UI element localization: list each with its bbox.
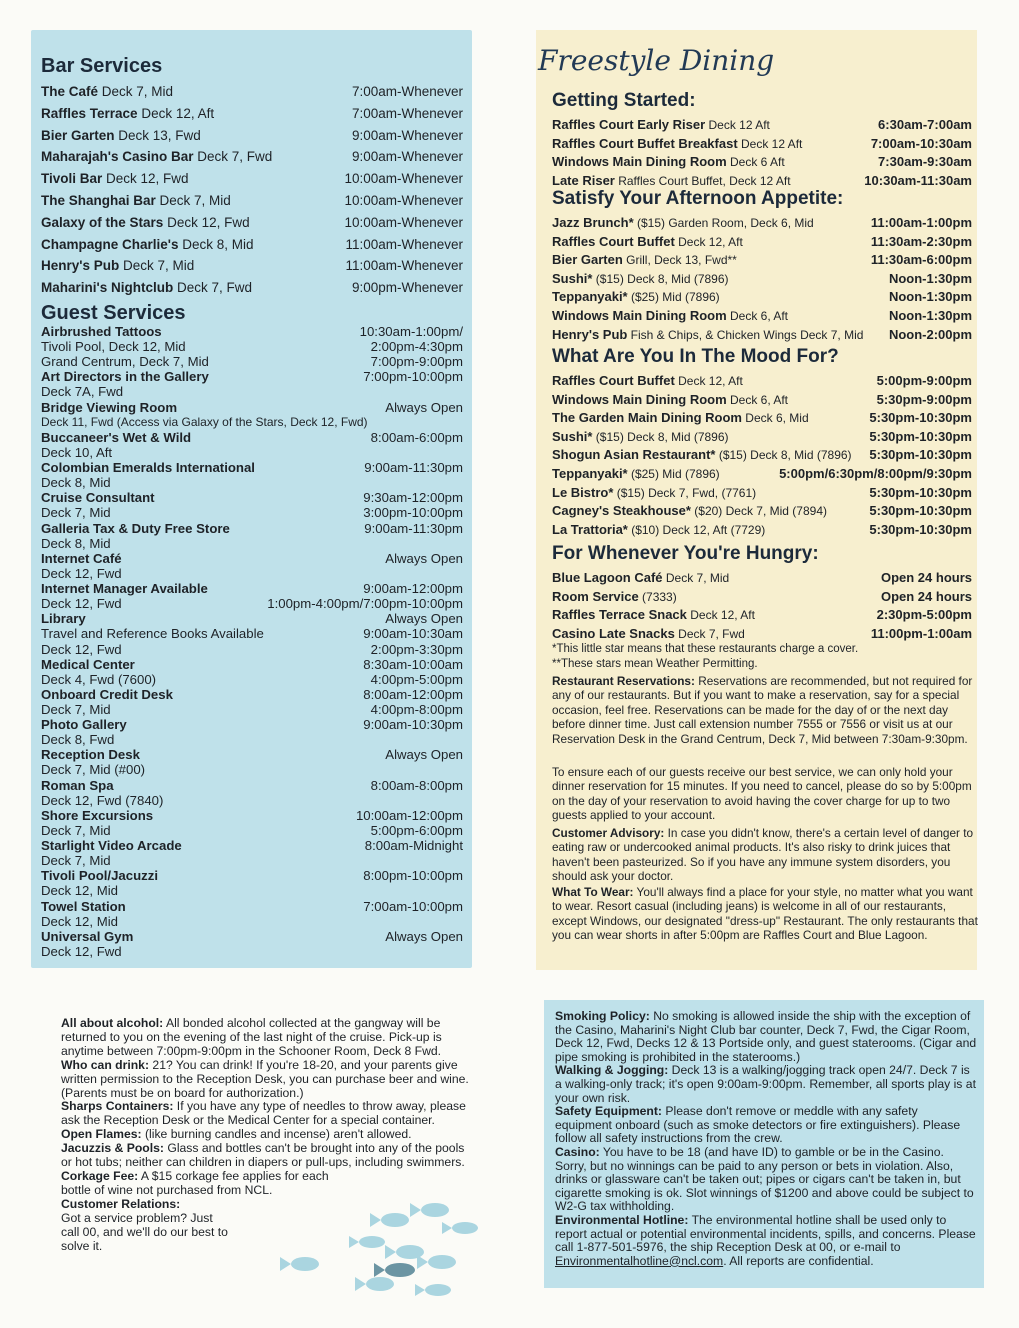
guest-service-hours: 4:00pm-8:00pm [370,702,463,717]
dining-paragraph [552,885,978,943]
bar-location: Deck 8, Mid [178,236,254,252]
guest-service-line: Deck 10, Aft [41,444,113,460]
bar-name: Bier Garten [41,127,115,143]
guest-service-hours: Always Open [385,611,463,627]
guest-service-hours: 5:00pm-6:00pm [370,822,463,838]
guest-service-hours: 9:00am-11:30pm [364,520,463,536]
bar-item [41,237,254,253]
guest-service-line: Onboard Credit Desk [41,686,173,702]
guest-services-title: Guest Services [41,302,186,324]
note-text: A $15 corkage fee applies for each bottle of wine not purchased from NCL. [61,1168,329,1197]
bar-location: Deck 12, Aft [137,105,215,121]
policy-label: Safety Equipment: [555,1104,662,1119]
bar-hours: 7:00am-Whenever [351,84,463,99]
dining-hours: 5:30pm-10:30pm [869,503,972,519]
guest-service-line: Photo Gallery [41,717,127,733]
dining-hours: 5:30pm-10:30pm [869,428,972,444]
dining-name: Raffles Court Buffet [552,373,675,388]
dining-hours: 7:00am-10:30am [870,135,972,151]
dining-name: Shogun Asian Restaurant* [552,447,716,463]
guest-service-hours: 9:30am-12:00pm [363,490,463,506]
dining-name: Windows Main Dining Room [552,308,727,323]
guest-service-line: Deck 8, Mid [41,535,111,551]
dining-hours: 11:30am-6:00pm [870,252,972,268]
bar-item [41,280,252,296]
dining-hours: 5:30pm-10:30pm [869,447,972,463]
guest-service-hours: 10:30am-1:00pm/ [359,324,463,339]
paragraph-text: You'll always find a place for your style, no matter what you want to wear. Resort casual (including jeans) is welcome in all of our restaurants, except Windows, our designated "dress-up" Restaurant. The only restaurants that you can wear shorts in after 5:00pm are Raffles Court and Blue Lagoon. [552,885,978,943]
dining-detail: ($25) Mid (7896) [627,467,720,481]
note-item [61,1059,473,1101]
dining-name: Cagney's Steakhouse* [552,503,691,519]
guest-service-line: Universal Gym [41,928,134,944]
guest-service-line: Buccaneer's Wet & Wild [41,429,192,445]
guest-service-line: Deck 12, Fwd (7840) [41,792,164,808]
bar-services-title: Bar Services [41,55,163,77]
guest-service-line: Deck 4, Fwd (7600) [41,671,157,687]
dining-detail: Deck 6, Aft [726,309,789,323]
paragraph-text: In case you didn't know, there's a certain level of danger to eating raw or undercooked animal products. It's also risky to drink juices that haven't been pasteurized. So if you have any immune system disorders, you should ask your doctor. [552,826,974,884]
dining-detail: Deck 7, Mid [662,571,730,585]
dining-hours: 6:30am-7:00am [878,117,972,132]
dining-name: Windows Main Dining Room [552,391,727,407]
note-label: Open Flames: [61,1127,142,1142]
bar-name: Maharajah's Casino Bar [41,149,194,165]
bar-hours: 7:00am-Whenever [351,105,463,121]
note-text: If you have any type of needles to throw away, please ask the Reception Desk or the Medical Center for a special container. [61,1099,466,1128]
dining-name: Le Bistro* [552,484,614,500]
guest-service-hours: 8:00am-12:00pm [363,686,463,702]
bar-item [41,149,272,165]
guest-service-hours: 7:00am-10:00pm [363,898,463,914]
policy-label: Walking & Jogging: [555,1063,669,1078]
dining-name: Raffles Court Buffet [552,233,675,249]
dining-detail: Deck 12 Aft [737,136,803,151]
note-item [61,1100,473,1128]
bar-name: Galaxy of the Stars [41,214,164,230]
dining-detail: Deck 12, Aft [686,608,755,623]
bar-location: Deck 12, Fwd [102,171,189,187]
guest-service-line: Internet Café [41,550,122,566]
bar-item [41,84,173,100]
guest-service-hours: 1:00pm-4:00pm/7:00pm-10:00pm [267,596,463,612]
guest-service-line: Deck 12, Mid [41,883,118,899]
guest-service-line: Deck 12, Mid [41,913,118,929]
dining-name: Teppanyaki* [552,289,628,305]
guest-service-line: Reception Desk [41,747,140,763]
policy-text: No smoking is allowed inside the ship with the exception of the Casino, Maharini's Night Club bar counter, Deck 7, Fwd, the Cigar Room, Deck 12, Fwd, Decks 12 & 13 Portside only, and guest staterooms. (Cigar and pipe smoking is prohibited in the staterooms.) [555,1009,977,1064]
guest-service-line: Art Directors in the Gallery [41,369,209,385]
guest-service-line: Bridge Viewing Room [41,399,178,415]
dining-detail: ($20) Deck 7, Mid (7894) [690,504,827,519]
dining-name: Sushi* [552,428,593,444]
guest-service-hours: 2:00pm-4:30pm [370,339,463,355]
note-item [61,1017,473,1059]
bar-hours: 11:00am-Whenever [345,236,463,252]
bar-item [41,193,231,209]
bar-hours: 10:00am-Whenever [344,214,463,230]
dining-detail: Fish & Chips, & Chicken Wings Deck 7, Mid [627,327,864,342]
paragraph-text: Reservations are recommended, but not required for any of our restaurants. But if you want to make a reservation, say for a special occasion, feel free. Reservations can be made for the day of or the next day before dinner time. Just call extension number 7555 or 7556 or visit us at our Reservation Desk in the Grand Centrum, Deck 7, Mid between 7:30am-9:30pm. [552,674,973,746]
guest-service-hours: 7:00pm-9:00pm [370,354,463,370]
bar-hours: 9:00am-Whenever [351,149,463,165]
guest-service-line: Deck 8, Fwd [41,732,115,748]
dining-hours: 5:30pm-10:30pm [869,484,972,500]
dining-paragraph [552,765,978,823]
guest-service-line: Shore Excursions [41,807,154,823]
dining-detail: Deck 6 Aft [726,155,785,170]
guest-service-line: Deck 7A, Fwd [41,384,124,400]
policy-text: . All reports are confidential. [723,1253,874,1268]
dining-name: Raffles Terrace Snack [552,607,687,623]
dining-detail: ($15) Deck 8, Mid (7896) [592,271,729,286]
dining-hours: 10:30am-11:30am [864,172,972,188]
dining-paragraph [552,674,978,746]
dining-name: Sushi* [552,270,593,286]
dining-hours: Noon-1:30pm [888,289,972,305]
guest-service-line: Deck 12, Fwd [41,596,122,612]
dining-detail: ($15) Deck 8, Mid (7896) [592,429,729,444]
note-text: Glass and bottles can't be brought into any of the pools or hot tubs; neither can children in diapers or pull-ups, including swimmers. [61,1141,465,1170]
guest-service-hours: 4:00pm-5:00pm [370,671,463,687]
dining-hours: Noon-2:00pm [888,326,972,342]
guest-service-line: Deck 12, Fwd [41,565,122,581]
guest-service-line: Deck 7, Mid [41,505,111,521]
bar-location: Deck 7, Fwd [193,149,273,165]
note-text: Got a service problem? Just call 00, and we'll do our best to solve it. [61,1210,228,1253]
bar-location: Deck 7, Fwd [173,280,252,296]
bar-item [41,258,194,274]
note-item [61,1142,473,1170]
dining-detail: Deck 6, Aft [726,392,789,407]
bar-name: Henry's Pub [41,258,120,274]
guest-service-hours: 2:00pm-3:30pm [370,641,463,657]
guest-service-line: Medical Center [41,656,135,672]
bar-name: Maharini's Nightclub [41,280,174,296]
fish-icon [260,1190,500,1310]
dining-detail: ($15) Deck 8, Mid (7896) [715,448,852,463]
bar-location: Deck 13, Fwd [114,127,201,143]
note-text: 21? You can drink! If you're 18-20, and your parents give written permission to the Reception Desk, you can purchase beer and wine. (Parents must be on board for authorization.) [61,1057,469,1100]
guest-service-line: Tivoli Pool, Deck 12, Mid [41,339,186,355]
dining-hours: 11:00am-1:00pm [870,215,972,230]
guest-service-line: Travel and Reference Books Available [41,626,264,642]
dining-hours: 11:00pm-1:00am [870,625,972,641]
note-item [61,1212,231,1254]
dining-name: Jazz Brunch* [552,215,634,230]
dining-section-title: Getting Started: [552,90,696,111]
bar-location: Deck 7, Mid [155,193,231,208]
guest-service-line: Deck 11, Fwd (Access via Galaxy of the Stars, Deck 12, Fwd) [41,414,368,429]
dining-detail: ($15) Deck 7, Fwd, (7761) [613,485,757,500]
dining-name: Room Service [552,588,639,604]
dining-hours: 7:30am-9:30am [878,154,972,170]
dining-hours: 2:30pm-5:00pm [876,607,972,623]
dining-detail: (7333) [638,589,677,604]
dining-name: Late Riser [552,172,615,188]
guest-service-line: Starlight Video Arcade [41,838,182,854]
guest-service-line: Airbrushed Tattoos [41,324,162,339]
freestyle-dining-title: Freestyle Dining [538,44,775,77]
dining-name: Henry's Pub [552,326,628,342]
guest-service-line: Grand Centrum, Deck 7, Mid [41,354,209,370]
guest-service-hours: 9:00am-11:30pm [364,460,463,476]
guest-service-line: Deck 7, Mid [41,853,111,869]
guest-service-line: Library [41,611,86,627]
policy-item [555,1064,977,1105]
dining-detail: Deck 12, Aft [674,374,743,388]
note-text: All bonded alcohol collected at the gangway will be returned to you on the evening of the last night of the cruise. Pick-up is anytime between 7:00pm-9:00pm in the Schooner Room, Deck 8 Fwd. [61,1016,442,1058]
dining-name: Teppanyaki* [552,466,628,481]
guest-service-line: Internet Manager Available [41,581,208,597]
dining-name: The Garden Main Dining Room [552,410,742,426]
note-label: Who can drink: [61,1057,150,1072]
dining-name: Raffles Court Buffet Breakfast [552,135,738,151]
paragraph-label: Restaurant Reservations: [552,674,695,688]
bar-name: The Café [41,84,99,99]
dining-hours: Noon-1:30pm [888,308,972,323]
policy-label: Casino: [555,1144,600,1159]
dining-detail: Deck 12, Aft [674,234,743,249]
dining-hours: Open 24 hours [880,588,972,604]
dining-detail: ($15) Garden Room, Deck 6, Mid [633,216,814,230]
policy-item [555,1214,977,1268]
bar-hours: 11:00am-Whenever [345,258,463,274]
policy-item [555,1010,977,1064]
bar-name: The Shanghai Bar [41,193,156,208]
bar-item [41,128,201,144]
guest-service-line: Cruise Consultant [41,490,155,506]
dining-name: Windows Main Dining Room [552,154,727,170]
policy-label: Environmental Hotline: [555,1212,689,1227]
guest-service-line: Deck 7, Mid [41,702,111,717]
guest-service-hours: Always Open [385,747,463,763]
policy-item [555,1146,977,1214]
note-label: All about alcohol: [61,1016,164,1030]
dining-section-title: Satisfy Your Afternoon Appetite: [552,188,844,209]
guest-service-line: Galleria Tax & Duty Free Store [41,520,230,536]
dining-detail: ($25) Mid (7896) [627,290,720,305]
guest-service-hours: 8:30am-10:00am [363,656,463,672]
bar-item [41,106,214,122]
note-label: Corkage Fee: [61,1168,139,1183]
policy-text: Deck 13 is a walking/jogging track open 24/7. Deck 7 is a walking-only track; it's open 9:00am-9:00pm. Remember, all sports play is at your own risk. [555,1063,976,1105]
guest-service-hours: 8:00am-Midnight [364,838,463,854]
dining-detail: Raffles Court Buffet, Deck 12 Aft [614,173,791,188]
bar-location: Deck 12, Fwd [163,214,250,230]
bar-hours: 9:00am-Whenever [351,127,463,143]
email-link[interactable]: Environmentalhotline@ncl.com [555,1253,724,1268]
policy-text: You have to be 18 (and have ID) to gamble or be in the Casino. Sorry, but no winnings can be paid to any person or bets in violation. Also, drinks or glassware can't be taken out; pipes or cigars can't be taken in, but cigarette smoking is ok. Slot winnings of $1200 and above could be subject to W2-G tax withholding. [555,1144,974,1214]
note-label: Jacuzzis & Pools: [61,1141,164,1156]
bar-name: Champagne Charlie's [41,236,179,252]
note-label: Customer Relations: [61,1196,181,1211]
dining-name: Bier Garten [552,252,623,268]
policy-text: Please don't remove or meddle with any safety equipment onboard (such as smoke detectors or fire extinguishers). Please follow all safety instructions from the crew. [555,1104,961,1146]
note-text: (like burning candles and incense) aren't allowed. [141,1127,412,1142]
bar-item [41,215,250,231]
dining-hours: 5:30pm-10:30pm [869,410,972,426]
policy-label: Smoking Policy: [555,1009,650,1023]
dining-detail: Deck 6, Mid [741,411,809,426]
bar-location: Deck 7, Mid [98,84,174,99]
guest-service-line: Roman Spa [41,777,114,793]
guest-service-line: Deck 12, Fwd [41,943,122,959]
paragraph-label: Customer Advisory: [552,826,665,840]
note-label: Sharps Containers: [61,1099,174,1114]
guest-service-hours: Always Open [385,928,463,944]
guest-service-hours: 10:00am-12:00pm [355,807,463,823]
guest-service-hours: 8:00pm-10:00pm [363,868,463,884]
guest-service-hours: Always Open [385,550,463,566]
dining-section-title: For Whenever You're Hungry: [552,543,819,564]
guest-service-hours: 8:00am-8:00pm [370,777,463,793]
guest-service-line: Deck 8, Mid [41,475,111,491]
guest-service-line: Deck 7, Mid (#00) [41,762,146,778]
dining-hours: Noon-1:30pm [888,270,972,286]
bar-name: Raffles Terrace [41,105,138,121]
dining-hours: 5:30pm-10:30pm [869,521,972,537]
bar-location: Deck 7, Mid [119,258,195,274]
paragraph-label: What To Wear: [552,885,634,899]
dining-name: Blue Lagoon Café [552,570,663,585]
guest-service-hours: Always Open [385,399,463,415]
guest-service-line: Towel Station [41,898,126,914]
bar-name: Tivoli Bar [41,171,103,187]
guest-service-hours: 9:00am-10:30pm [363,717,463,733]
dining-hours: 11:30am-2:30pm [870,233,972,249]
dining-detail: Deck 12 Aft [705,118,770,132]
dining-name: Raffles Court Early Riser [552,117,706,132]
dining-hours: 5:00pm-9:00pm [876,373,972,388]
note-item [61,1128,473,1142]
bar-hours: 10:00am-Whenever [344,193,463,208]
guest-service-hours: 8:00am-6:00pm [370,429,463,445]
guest-service-line: Colombian Emeralds International [41,460,255,476]
policy-notes [555,1010,977,1268]
dining-hours: Open 24 hours [880,570,972,585]
guest-service-line: Deck 7, Mid [41,822,111,838]
guest-service-hours: 9:00am-12:00pm [363,581,463,597]
guest-service-line: Deck 12, Fwd [41,641,122,657]
dining-detail: Grill, Deck 13, Fwd** [622,253,737,268]
dining-paragraph [552,826,978,884]
bar-item [41,171,189,187]
guest-service-hours: 9:00am-10:30am [363,626,463,642]
paragraph-text: To ensure each of our guests receive our best service, we can only hold your dinner reservation for 15 minutes. If you need to cancel, please do so by 5:00pm on the day of your reservation to avoid having the cover charge for up to two guests applied to your account. [552,765,972,823]
dining-detail: ($10) Deck 12, Aft (7729) [627,522,766,537]
guest-service-line: Tivoli Pool/Jacuzzi [41,868,159,884]
footnote-cover: *This little star means that these restaurants charge a cover. [552,643,859,655]
dining-name: Casino Late Snacks [552,625,675,641]
dining-name: La Trattoria* [552,521,628,537]
dining-detail: Deck 7, Fwd [674,626,745,641]
bar-hours: 10:00am-Whenever [344,171,463,187]
policy-text: The environmental hotline shall be used only to report actual or potential environmental incidents, spills, and concerns. Please call 1-877-501-5976, the ship Reception Desk at 00, or e-mail to [555,1212,976,1255]
policy-item [555,1105,977,1146]
dining-hours: 5:00pm/6:30pm/8:00pm/9:30pm [779,466,972,481]
guest-service-hours: 3:00pm-10:00pm [363,505,463,521]
bar-hours: 9:00pm-Whenever [351,280,463,296]
guest-service-hours: 7:00pm-10:00pm [363,369,463,385]
dining-hours: 5:30pm-9:00pm [876,391,972,407]
footnote-weather: **These stars mean Weather Permitting. [552,658,758,670]
dining-section-title: What Are You In The Mood For? [552,346,839,367]
